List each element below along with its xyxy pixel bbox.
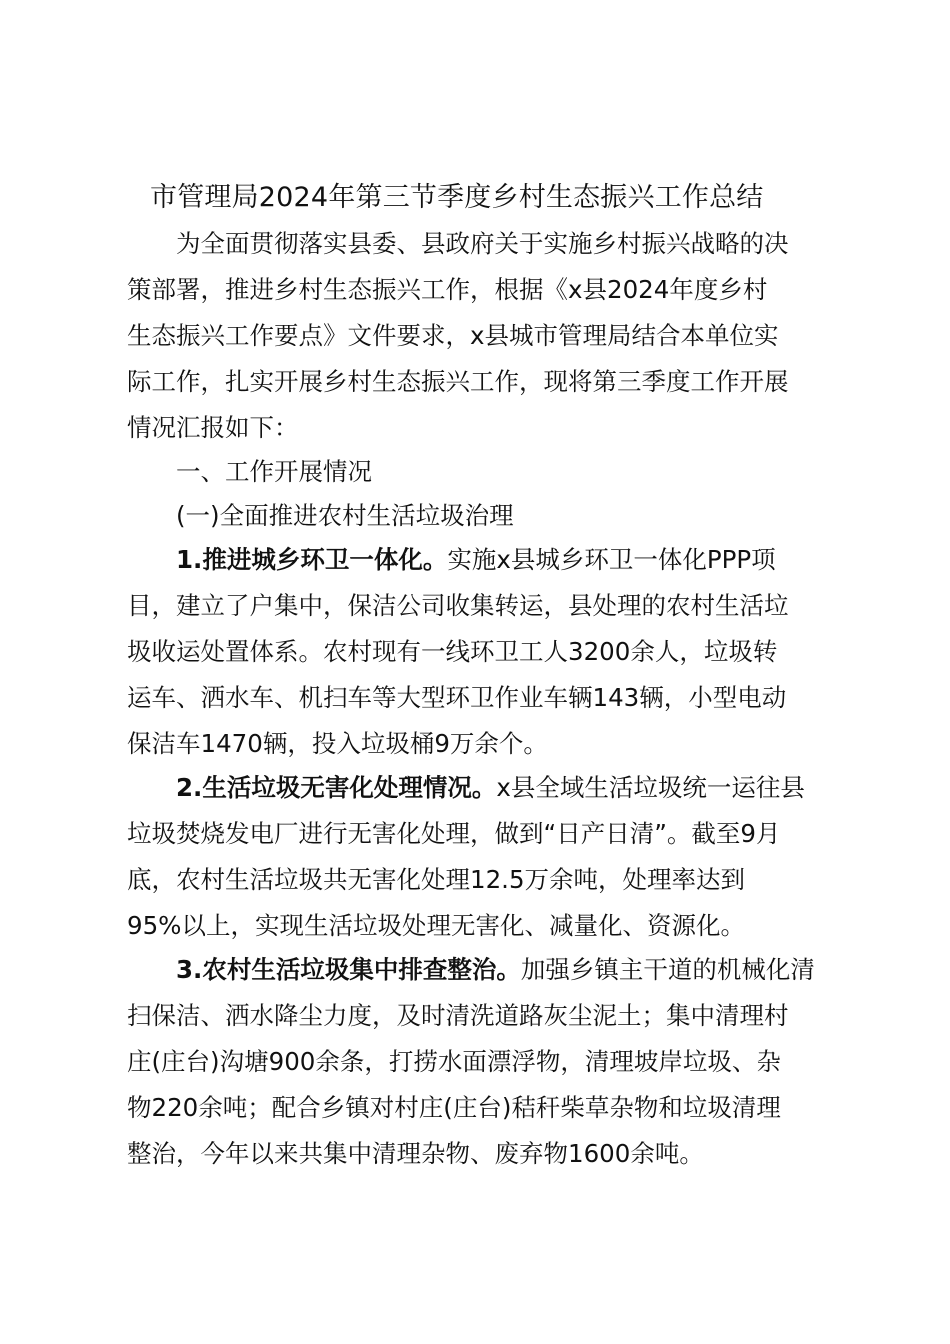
item1-line: 目，建立了户集中，保洁公司收集转运，县处理的农村生活垃 [127, 591, 789, 620]
item2-heading: 2.生活垃圾无害化处理情况。 [176, 773, 497, 802]
item2-line: 垃圾焚烧发电厂进行无害化处理，做到“日产日清”。截至9月 [127, 819, 781, 848]
item2-line: 底，农村生活垃圾共无害化处理12.5万余吨，处理率达到 [127, 865, 746, 894]
item2-line: 95%以上，实现生活垃圾处理无害化、减量化、资源化。 [127, 911, 745, 940]
subsection-heading: (一)全面推进农村生活垃圾治理 [176, 501, 514, 530]
item3-line: 物220余吨；配合乡镇对村庄(庄台)秸秆柴草杂物和垃圾清理 [127, 1093, 781, 1122]
item1-line: 运车、洒水车、机扫车等大型环卫作业车辆143辆，小型电动 [127, 683, 787, 712]
item3-line: 整治，今年以来共集中清理杂物、废弃物1600余吨。 [127, 1139, 704, 1168]
item3-text: 加强乡镇主干道的机械化清 [520, 955, 815, 984]
item1-line: 圾收运处置体系。农村现有一线环卫工人3200余人，垃圾转 [127, 637, 778, 666]
intro-line: 策部署，推进乡村生态振兴工作，根据《x县2024年度乡村 [127, 275, 768, 304]
intro-line: 际工作，扎实开展乡村生态振兴工作，现将第三季度工作开展 [127, 367, 789, 396]
item1-line: 保洁车1470辆，投入垃圾桶9万余个。 [127, 729, 548, 758]
intro-line: 生态振兴工作要点》文件要求，x县城市管理局结合本单位实 [127, 321, 779, 350]
intro-line: 情况汇报如下： [127, 413, 299, 442]
item3-line: 庄(庄台)沟塘900余条，打捞水面漂浮物，清理坡岸垃圾、杂 [127, 1047, 781, 1076]
item3-heading: 3.农村生活垃圾集中排查整治。 [176, 955, 521, 984]
item1-heading: 1.推进城乡环卫一体化。 [176, 545, 448, 574]
item2-text: x县全域生活垃圾统一运往县 [496, 773, 805, 802]
section-heading: 一、工作开展情况 [176, 457, 372, 486]
item3-line: 扫保洁、洒水降尘力度，及时清洗道路灰尘泥土；集中清理村 [127, 1001, 789, 1030]
item3-first-line [176, 950, 815, 990]
document-title: 市管理局2024年第三节季度乡村生态振兴工作总结 [150, 182, 764, 213]
item2-first-line [176, 768, 805, 808]
intro-line: 为全面贯彻落实县委、县政府关于实施乡村振兴战略的决 [176, 229, 789, 258]
item1-text: 实施x县城乡环卫一体化PPP项 [447, 545, 776, 574]
item1-first-line [176, 540, 776, 580]
